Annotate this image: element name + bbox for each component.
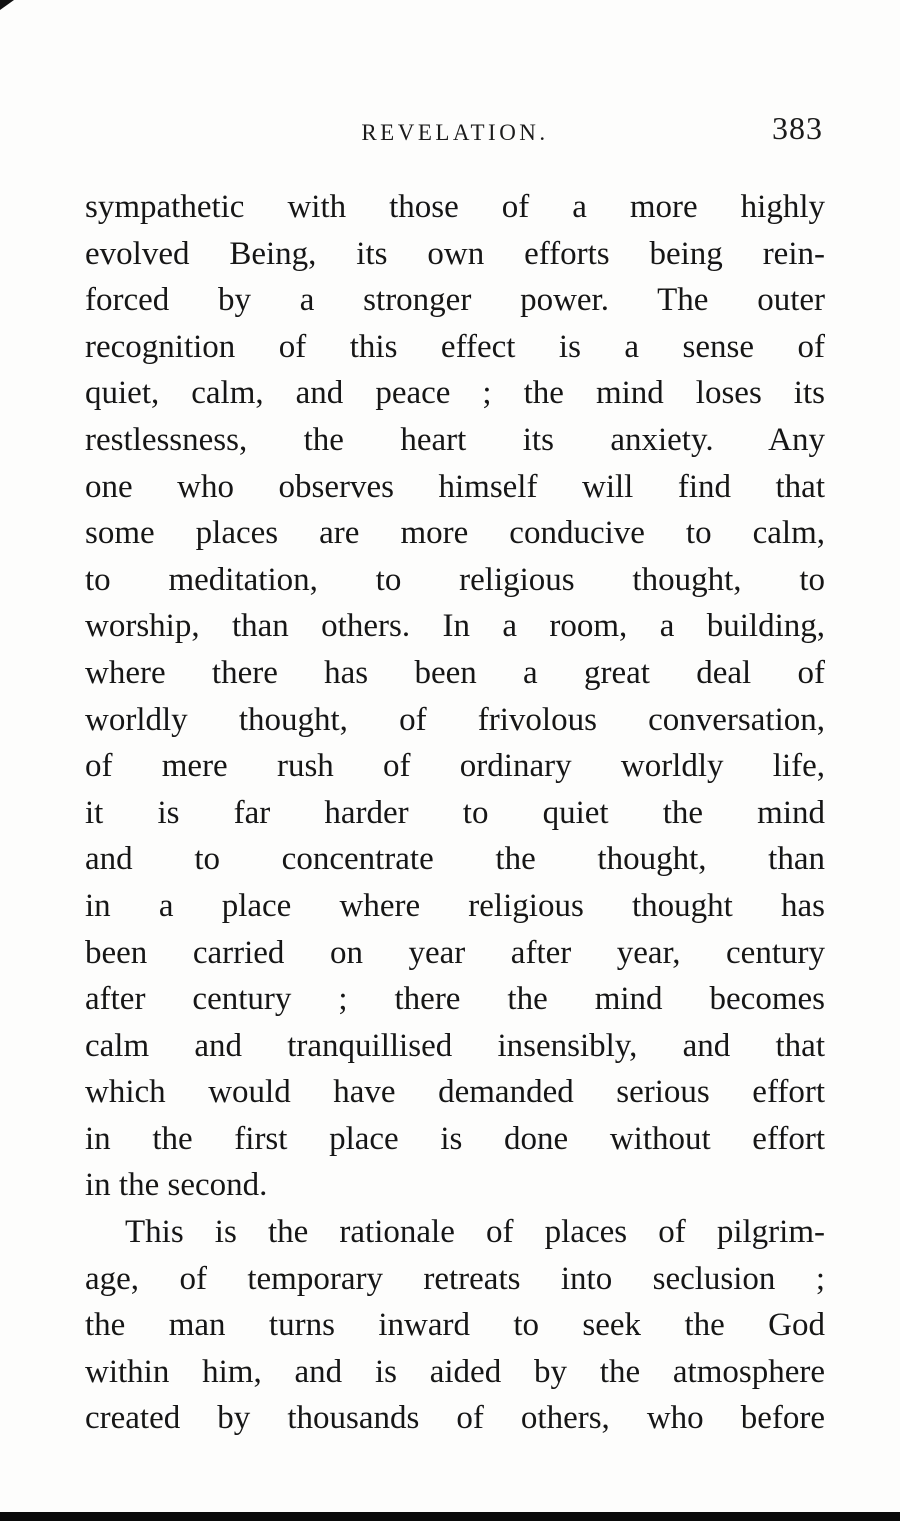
text-line: some places are more conducive to calm, — [85, 515, 825, 552]
text-line: sympathetic with those of a more highly — [85, 189, 825, 225]
text-line: This is the rationale of places of pilgrim- — [125, 1214, 825, 1251]
text-line: been carried on year after year, century — [85, 934, 825, 971]
scan-edge-artifact — [0, 1512, 900, 1521]
body-text — [85, 184, 825, 1442]
text-line: which would have demanded serious effort — [85, 1074, 825, 1111]
scan-corner-artifact — [0, 0, 14, 10]
text-line: calm and tranquillised insensibly, and that — [85, 1027, 825, 1064]
text-line: in a place where religious thought has — [85, 887, 825, 924]
text-line: in the second. — [85, 1167, 268, 1204]
text-line: forced by a stronger power. The outer — [85, 282, 825, 319]
text-line: recognition of this effect is a sense of — [85, 328, 825, 365]
text-line: the man turns inward to seek the God — [85, 1307, 825, 1344]
text-line: restlessness, the heart its anxiety. Any — [85, 421, 825, 458]
running-title: REVELATION. — [361, 120, 549, 145]
text-line: one who observes himself will find that — [85, 468, 825, 505]
text-line: to meditation, to religious thought, to — [85, 561, 825, 598]
text-line: and to concentrate the thought, than — [85, 841, 825, 878]
text-line: evolved Being, its own efforts being rein- — [85, 235, 825, 272]
text-line: in the first place is done without effort — [85, 1120, 825, 1157]
text-line: it is far harder to quiet the mind — [85, 794, 825, 831]
text-line: created by thousands of others, who before — [85, 1400, 825, 1437]
text-line: age, of temporary retreats into seclusion ; — [85, 1260, 825, 1297]
page-number: 383 — [772, 110, 823, 146]
text-line: where there has been a great deal of — [85, 654, 825, 691]
text-line: after century ; there the mind becomes — [85, 981, 825, 1018]
text-line: worldly thought, of frivolous conversation, — [85, 701, 825, 738]
text-line: quiet, calm, and peace ; the mind loses its — [85, 375, 825, 412]
text-line: of mere rush of ordinary worldly life, — [85, 748, 825, 785]
page-header — [85, 110, 825, 156]
text-line: worship, than others. In a room, a building, — [85, 608, 825, 645]
text-line: within him, and is aided by the atmosphere — [85, 1353, 825, 1390]
